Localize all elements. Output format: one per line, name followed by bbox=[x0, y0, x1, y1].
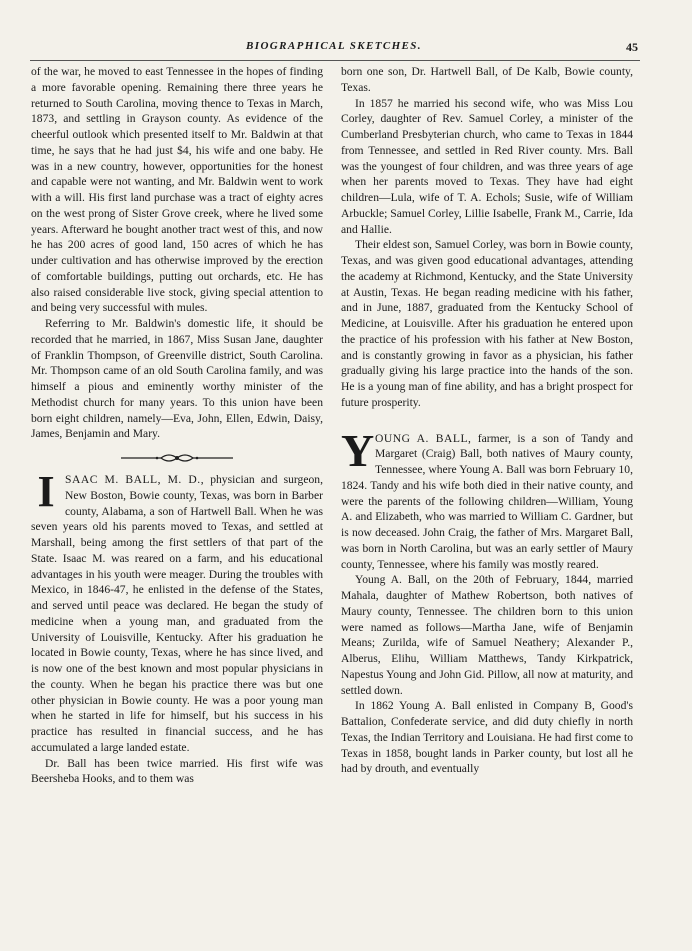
isaac-heading: SAAC M. BALL, M. D., bbox=[65, 473, 205, 486]
page-number: 45 bbox=[626, 40, 638, 54]
young-body: farmer, is a son of Tandy and Margaret (Craig) Ball, both natives of Maury county, Tennessee, where Young A. Ball was born February 10, 1824. Tandy and his wife both died in their native county, and were the parents of the following children—William, Young A. and Elizabeth, who was married to William C. Gardner, but is now deceased. John Craig, the father of Mrs. Margaret Ball, was born in North Carolina, but was an early settler of Maury county, Tennessee, where his family was mostly reared. bbox=[341, 431, 633, 571]
running-title: BIOGRAPHICAL SKETCHES. bbox=[246, 40, 422, 52]
isaac-ball-paragraph-1 bbox=[31, 467, 323, 756]
baldwin-paragraph-2: Referring to Mr. Baldwin's domestic life, it should be recorded that he married, in 1867, Miss Susan Jane, daughter of Franklin Thompson, of Greenville district, South Carolina. Mr. Thompson came of an old South Carolina family, and was himself a pious and eminently worthy minister of the Methodist church for many years. To this union have been born eight children, namely—Eva, John, Ellen, Edwin, Daisy, James, Benjamin and Mary. bbox=[31, 317, 323, 441]
corley-paragraph: In 1857 he married his second wife, who was Miss Lou Corley, daughter of Rev. Samuel Corley, a minister of the Cumberland Presbyterian church, who came to Texas in 1844 from Tennessee, and settled in Red River county. Mrs. Ball was the youngest of four children, and was three years of age when her parents moved to Texas. They have had eight children—Lula, wife of T. A. Echols; Susie, wife of William Arbuckle; Samuel Corley, Lillie Isabelle, Frank M., Carrie, Ida and Hallie. bbox=[341, 96, 633, 236]
young-ball-paragraph-1 bbox=[341, 424, 633, 573]
header-rule bbox=[30, 60, 640, 61]
right-column bbox=[341, 64, 633, 777]
hartwell-paragraph: born one son, Dr. Hartwell Ball, of De Kalb, Bowie county, Texas. bbox=[341, 65, 633, 94]
isaac-ball-paragraph-2: Dr. Ball has been twice married. His first wife was Beersheba Hooks, and to them was bbox=[31, 756, 323, 786]
isaac-dropcap: I bbox=[37, 467, 55, 516]
left-column bbox=[31, 64, 323, 787]
isaac-body: physician and surgeon, New Boston, Bowie county, Texas, was born in Barber county, Alabama, a son of Hartwell Ball. When he was seven years old his parents moved to Texas, and settled at Marshall, being among the first settlers of that part of the State. Isaac M. was reared on a farm, and his educational advantages in his youth were meager. During the troubles with Mexico, in 1846-47, he enlisted in the defense of the States, and served until peace was declared. He began the study of medicine when a young man, and graduated from the University of Louisville, Kentucky. After his graduation he located in Bowie county, Texas, where he has since lived, and is now one of the best known and most popular physicians in the county. When he began his practice there was but one other physician in Bowie county. He was a poor young man when he started in life for himself, but his success in his practice has resulted in financial success, and he has accumulated a large landed estate. bbox=[31, 473, 323, 754]
section-ornament bbox=[117, 452, 237, 464]
young-dropcap: Y bbox=[341, 424, 375, 476]
young-ball-paragraph-2: Young A. Ball, on the 20th of February, 1844, married Mahala, daughter of Mathew Robertson, both natives of Maury county, Tennessee. The children born to this union were named as follows—Martha Jane, wife of Benjamin Means; Zurilda, wife of Samuel Neathery; Alexander P., Alberus, Elihu, William Matthews, Tandy Kirkpatrick, Napestus Young and John Gid. Pillow, all now at maturity, and settled down. bbox=[341, 573, 633, 697]
young-ball-paragraph-3: In 1862 Young A. Ball enlisted in Company B, Good's Battalion, Confederate service, and did duty chiefly in north Texas, the Indian Territory and Louisiana. He had first come to Texas in 1858, bought lands in Parker county, but lost all he had by drouth, and eventually bbox=[341, 699, 633, 776]
young-heading: OUNG A. BALL, bbox=[375, 431, 472, 445]
samuel-corley-paragraph: Their eldest son, Samuel Corley, was born in Bowie county, Texas, and was given good educational advantages, attending the academy at Richmond, Kentucky, and the State University at Austin, Texas. He began reading medicine with his father, and in June, 1887, graduated from the Kentucky School of Medicine, at Louisville. After his graduation he entered upon the practice of his profession with his father at New Boston, and is constantly growing in favor as a physician, his father gradually giving his large practice into the hands of the son. He is a young man of fine ability, and has a bright prospect for future prosperity. bbox=[341, 238, 633, 409]
baldwin-paragraph-1: of the war, he moved to east Tennessee in the hopes of finding a more favorable opening. Remaining there three years he returned to South Carolina, moving thence to Texas in March, 1873, and settling in Grayson county. As evidence of the cheerful outlook which presented itself to Mr. Baldwin at that time, he says that he had just $4, his wife and one baby. He was in a new country, however, opportunities for the honest and capable were not wanting, and Mr. Baldwin went to work with a will. His first land purchase was a tract of eighty acres on the west prong of Sister Grove creek, where he lived some years. Afterward he bought another tract west of this, and now he has 200 acres of good land, 150 acres of which he has under cultivation and has otherwise improved by the erection of comfortable buildings, putting out orchards, etc. He has also raised considerable live stock, giving special attention to and being very successful with mules. bbox=[31, 65, 323, 315]
page-header bbox=[30, 40, 638, 58]
